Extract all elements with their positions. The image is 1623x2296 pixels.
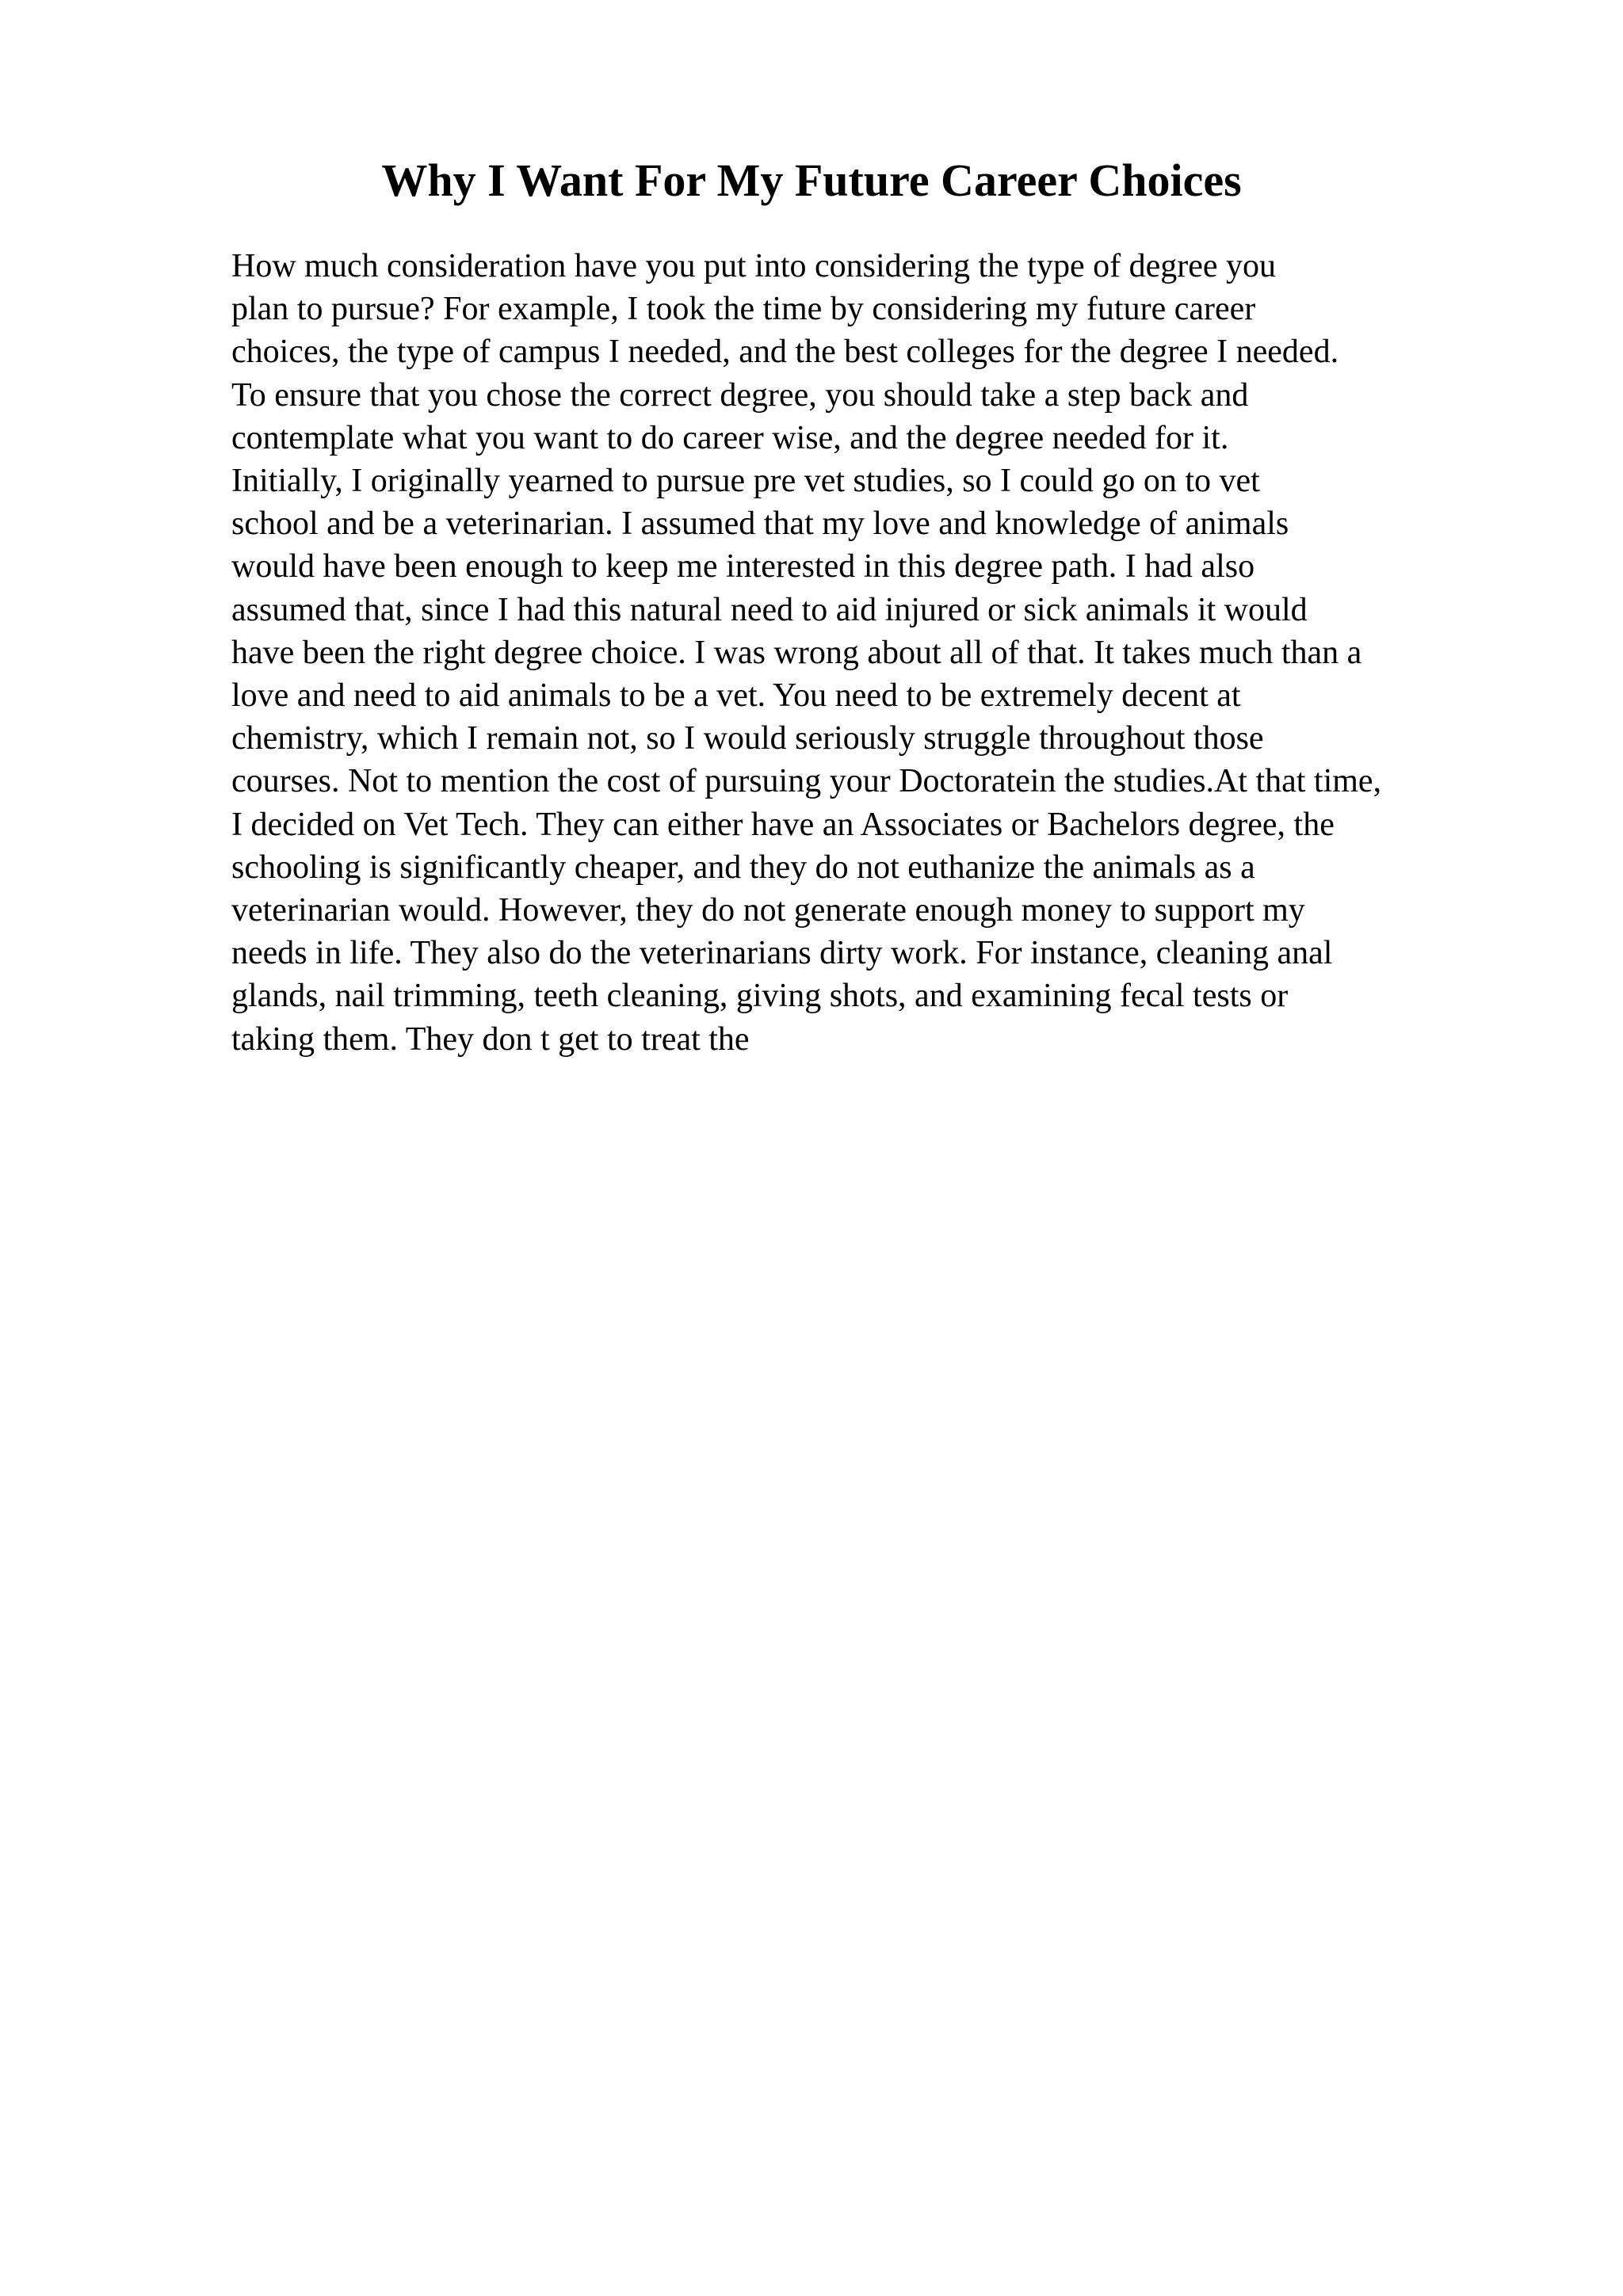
body-line: needs in life. They also do the veterinarians dirty work. For instance, cleaning anal [231, 935, 1333, 972]
body-line: taking them. They don t get to treat the [231, 1020, 750, 1058]
body-line: contemplate what you want to do career wise, and the degree needed for it. [231, 419, 1229, 456]
body-line: have been the right degree choice. I was wrong about all of that. It takes much than a [231, 634, 1362, 671]
body-line: veterinarian would. However, they do not generate enough money to support my [231, 892, 1305, 929]
body-line: choices, the type of campus I needed, and the best colleges for the degree I needed. [231, 334, 1339, 371]
document-body [231, 245, 1610, 1061]
body-line: chemistry, which I remain not, so I would seriously struggle throughout those [231, 720, 1264, 757]
body-line: glands, nail trimming, teeth cleaning, giving shots, and examining fecal tests or [231, 978, 1289, 1015]
body-line: Initially, I originally yearned to pursue pre vet studies, so I could go on to vet [231, 463, 1260, 500]
body-line: plan to pursue? For example, I took the time by considering my future career [231, 291, 1256, 328]
body-line: school and be a veterinarian. I assumed that my love and knowledge of animals [231, 505, 1289, 543]
body-line: I decided on Vet Tech. They can either have an Associates or Bachelors degree, the [231, 806, 1335, 843]
body-line: would have been enough to keep me interested in this degree path. I had also [231, 548, 1255, 585]
document-title: Why I Want For My Future Career Choices [381, 154, 1242, 206]
body-line: courses. Not to mention the cost of pursuing your Doctoratein the studies.At that time, [231, 763, 1382, 800]
body-line: How much consideration have you put into considering the type of degree you [231, 248, 1276, 284]
body-line: assumed that, since I had this natural need to aid injured or sick animals it would [231, 591, 1308, 628]
body-line: love and need to aid animals to be a vet. You need to be extremely decent at [231, 677, 1241, 715]
body-line: To ensure that you chose the correct degree, you should take a step back and [231, 376, 1249, 414]
body-line: schooling is significantly cheaper, and they do not euthanize the animals as a [231, 849, 1255, 886]
